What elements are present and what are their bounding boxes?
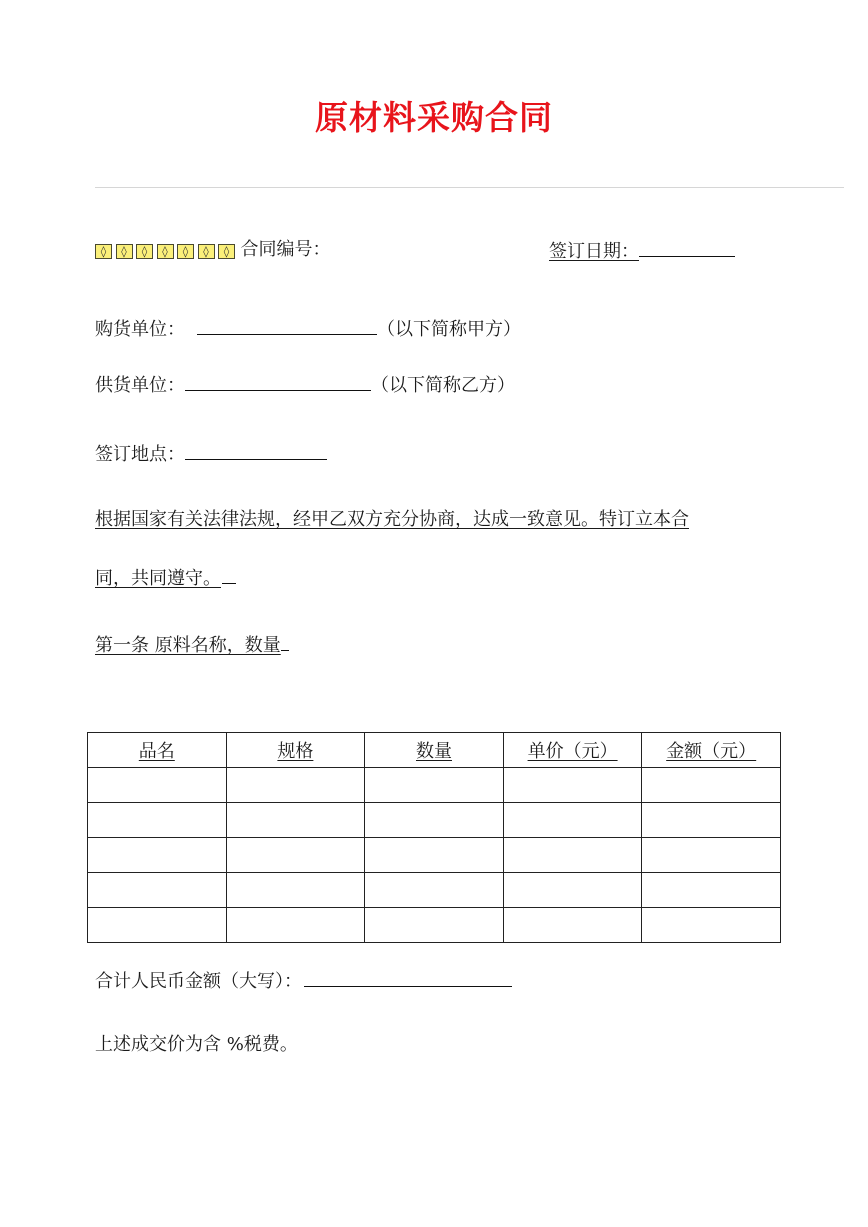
table-header-row (88, 733, 781, 768)
table-cell[interactable] (226, 908, 365, 943)
table-cell[interactable] (503, 908, 642, 943)
article-1-title: 第一条 原料名称，数量 (95, 635, 281, 656)
table-row (88, 873, 781, 908)
total-amount-field[interactable] (304, 968, 512, 987)
table-cell[interactable] (365, 803, 504, 838)
buyer-row (95, 316, 521, 342)
total-amount-label: 合计人民币金额（大写）： (95, 971, 302, 992)
table-cell[interactable] (642, 908, 781, 943)
table-cell[interactable] (503, 768, 642, 803)
table-cell[interactable] (642, 768, 781, 803)
table-cell[interactable] (226, 768, 365, 803)
column-header-name: 品名 (88, 733, 227, 768)
buyer-note: （以下简称甲方） (377, 319, 521, 340)
table-cell[interactable] (88, 803, 227, 838)
column-header-amount: 金额（元） (642, 733, 781, 768)
table-row (88, 838, 781, 873)
tax-note: 上述成交价为含 %税费。 (95, 1034, 298, 1055)
contract-number-label: 合同编号： (240, 239, 331, 260)
table-cell[interactable] (88, 768, 227, 803)
contract-number-row (95, 238, 331, 262)
buyer-field[interactable] (197, 316, 377, 335)
table-cell[interactable] (365, 838, 504, 873)
placeholder-symbol: ◊ (136, 244, 153, 259)
column-header-unit-price: 单价（元） (503, 733, 642, 768)
placeholder-symbol: ◊ (116, 244, 133, 259)
goods-table (87, 732, 781, 943)
location-label: 签订地点： (95, 444, 185, 465)
placeholder-symbols (95, 238, 239, 262)
column-header-quantity: 数量 (365, 733, 504, 768)
sign-date-row (549, 238, 735, 264)
supplier-row (95, 372, 515, 398)
table-cell[interactable] (226, 803, 365, 838)
table-cell[interactable] (503, 803, 642, 838)
location-row (95, 441, 327, 467)
table-cell[interactable] (88, 873, 227, 908)
table-row (88, 768, 781, 803)
article-1-heading (95, 632, 289, 658)
buyer-label: 购货单位： (95, 319, 185, 340)
table-cell[interactable] (226, 838, 365, 873)
sign-date-label: 签订日期： (549, 241, 639, 262)
preamble-line-2-text: 同，共同遵守。 (95, 568, 221, 589)
document-title: 原材料采购合同 (315, 98, 553, 137)
total-amount-row (95, 968, 512, 994)
preamble-line-2 (95, 565, 236, 591)
table-cell[interactable] (642, 873, 781, 908)
placeholder-symbol: ◊ (95, 244, 112, 259)
location-field[interactable] (185, 441, 327, 460)
preamble-trailing-blank (222, 565, 236, 584)
table-cell[interactable] (503, 873, 642, 908)
table-cell[interactable] (88, 838, 227, 873)
table-cell[interactable] (88, 908, 227, 943)
table-cell[interactable] (642, 803, 781, 838)
supplier-label: 供货单位： (95, 375, 185, 396)
article-1-trailing-blank (281, 632, 289, 651)
supplier-field[interactable] (185, 372, 371, 391)
title-divider (95, 187, 844, 188)
table-cell[interactable] (365, 768, 504, 803)
table-cell[interactable] (642, 838, 781, 873)
table-cell[interactable] (226, 873, 365, 908)
sign-date-field[interactable] (639, 238, 735, 257)
placeholder-symbol: ◊ (198, 244, 215, 259)
preamble-line-1: 根据国家有关法律法规，经甲乙双方充分协商，达成一致意见。特订立本合 (95, 509, 689, 530)
table-row (88, 803, 781, 838)
placeholder-symbol: ◊ (157, 244, 174, 259)
table-row (88, 908, 781, 943)
column-header-spec: 规格 (226, 733, 365, 768)
table-cell[interactable] (365, 873, 504, 908)
placeholder-symbol: ◊ (177, 244, 194, 259)
supplier-note: （以下简称乙方） (371, 375, 515, 396)
table-cell[interactable] (365, 908, 504, 943)
placeholder-symbol: ◊ (218, 244, 235, 259)
table-cell[interactable] (503, 838, 642, 873)
